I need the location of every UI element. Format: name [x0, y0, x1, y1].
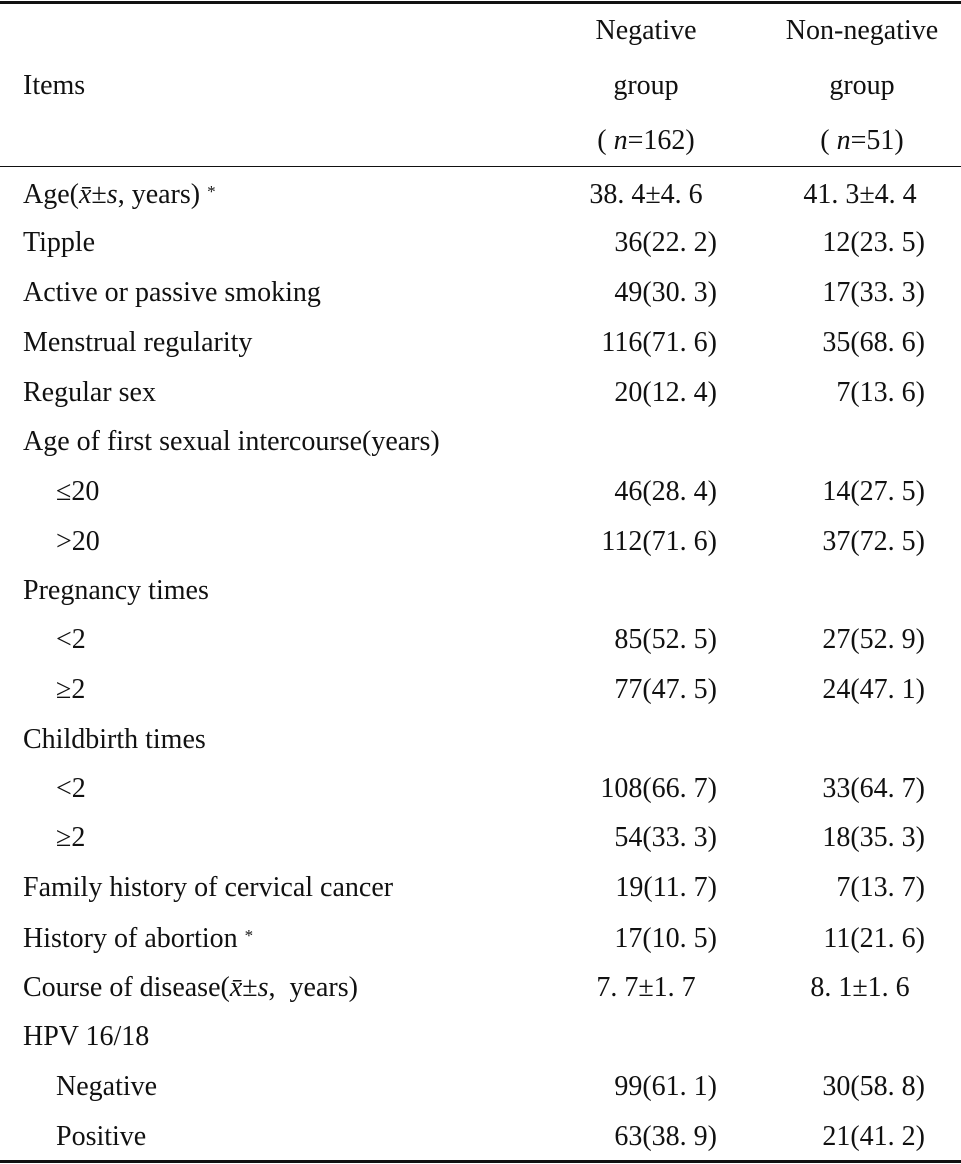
cell-negative: 116(71. 6) [601, 327, 717, 358]
table-row-course [0, 963, 961, 1013]
header-nonnegative-n-var: n [836, 125, 851, 156]
row-label: Menstrual regularity [23, 327, 253, 358]
cell-nonnegative: 8. 1±1. 6 [810, 972, 910, 1003]
table-row [0, 665, 961, 715]
table-row [0, 1062, 961, 1112]
row-label: Regular sex [23, 377, 156, 408]
cell-nonnegative: 17(33. 3) [822, 277, 925, 308]
header-nonnegative-line1: Non-negative [785, 15, 939, 46]
row-label [23, 914, 253, 967]
row-label-part: ± [242, 972, 258, 1003]
row-label-part: Course of disease( [23, 972, 230, 1003]
cell-nonnegative: 27(52. 9) [822, 624, 925, 655]
table-row-group-heading [0, 715, 961, 765]
row-label: ≥2 [56, 822, 86, 853]
table-row [0, 1112, 961, 1162]
cell-nonnegative: 18(35. 3) [822, 822, 925, 853]
significance-mark: * [207, 182, 216, 201]
header-negative-n-value: =162) [627, 125, 695, 156]
cell-nonnegative: 11(21. 6) [823, 923, 925, 954]
table-row [0, 467, 961, 517]
table-row-age [0, 170, 961, 220]
row-label-part: , years) [117, 179, 201, 210]
row-label: <2 [56, 624, 86, 655]
table-row [0, 268, 961, 318]
cell-negative: 85(52. 5) [614, 624, 717, 655]
cell-negative: 108(66. 7) [600, 773, 717, 804]
header-negative-line1: Negative [595, 15, 697, 46]
table-top-rule [0, 1, 961, 4]
cell-negative: 7. 7±1. 7 [596, 972, 696, 1003]
row-label-part: Age( [23, 179, 79, 210]
cell-negative: 77(47. 5) [614, 674, 717, 705]
table-header-rule [0, 166, 961, 167]
cell-negative: 38. 4±4. 6 [589, 179, 703, 210]
cell-negative: 112(71. 6) [601, 526, 717, 557]
row-label: ≥2 [56, 674, 86, 705]
table-row [0, 318, 961, 368]
row-label: Family history of cervical cancer [23, 872, 394, 903]
header-nonnegative-n [762, 127, 961, 155]
row-label: HPV 16/18 [23, 1021, 150, 1052]
table-bottom-rule [0, 1160, 961, 1163]
table-row-group-heading [0, 566, 961, 616]
row-label: Negative [56, 1071, 158, 1102]
table-row [0, 863, 961, 913]
row-label-part: History of abortion [23, 923, 238, 954]
table-row [0, 368, 961, 418]
cell-nonnegative: 12(23. 5) [822, 227, 925, 258]
cell-negative: 54(33. 3) [614, 822, 717, 853]
header-negative-n-open: ( [597, 125, 607, 156]
row-label: ≤20 [56, 476, 100, 507]
row-label: Active or passive smoking [23, 277, 321, 308]
header-nonnegative-line2: group [829, 70, 895, 101]
significance-mark: * [244, 926, 254, 945]
header-negative-n-var: n [613, 125, 628, 156]
table-row-group-heading [0, 1012, 961, 1062]
row-label: Tipple [23, 227, 96, 258]
header-nonnegative-n-open: ( [820, 125, 830, 156]
table-row [0, 813, 961, 863]
cell-nonnegative: 30(58. 8) [822, 1071, 925, 1102]
header-negative-line2: group [613, 70, 679, 101]
row-label: <2 [56, 773, 86, 804]
cell-nonnegative: 14(27. 5) [822, 476, 925, 507]
row-label: Age of first sexual intercourse(years) [23, 426, 440, 457]
table-row-group-heading [0, 417, 961, 467]
cell-nonnegative: 21(41. 2) [822, 1121, 925, 1152]
table-row [0, 914, 961, 964]
cell-nonnegative: 37(72. 5) [822, 526, 925, 557]
cell-nonnegative: 24(47. 1) [822, 674, 925, 705]
row-label: Childbirth times [23, 724, 206, 755]
cell-negative: 63(38. 9) [614, 1121, 717, 1152]
row-label [23, 963, 358, 1013]
table-row [0, 615, 961, 665]
row-label-part: ± [91, 179, 107, 210]
row-label-var: x̄ [229, 972, 243, 1003]
table-row [0, 764, 961, 814]
row-label: Positive [56, 1121, 147, 1152]
cell-nonnegative: 7(13. 7) [836, 872, 925, 903]
row-label [23, 170, 216, 223]
row-label-var: x̄ [78, 179, 92, 210]
row-label-var: s [257, 972, 269, 1003]
cell-nonnegative: 33(64. 7) [822, 773, 925, 804]
header-nonnegative-n-value: =51) [850, 125, 904, 156]
cell-negative: 36(22. 2) [614, 227, 717, 258]
cell-negative: 46(28. 4) [614, 476, 717, 507]
cell-negative: 20(12. 4) [614, 377, 717, 408]
cell-nonnegative: 35(68. 6) [822, 327, 925, 358]
cell-nonnegative: 41. 3±4. 4 [803, 179, 917, 210]
row-label: >20 [56, 526, 100, 557]
row-label: Pregnancy times [23, 575, 209, 606]
cell-negative: 99(61. 1) [614, 1071, 717, 1102]
row-label-var: s [106, 179, 118, 210]
cell-negative: 49(30. 3) [614, 277, 717, 308]
row-label-part: , years) [268, 972, 358, 1003]
cell-negative: 17(10. 5) [614, 923, 717, 954]
table-row [0, 218, 961, 268]
table-row [0, 517, 961, 567]
cell-negative: 19(11. 7) [615, 872, 717, 903]
header-negative-n [546, 127, 746, 155]
cell-nonnegative: 7(13. 6) [836, 377, 925, 408]
header-items: Items [23, 70, 86, 101]
